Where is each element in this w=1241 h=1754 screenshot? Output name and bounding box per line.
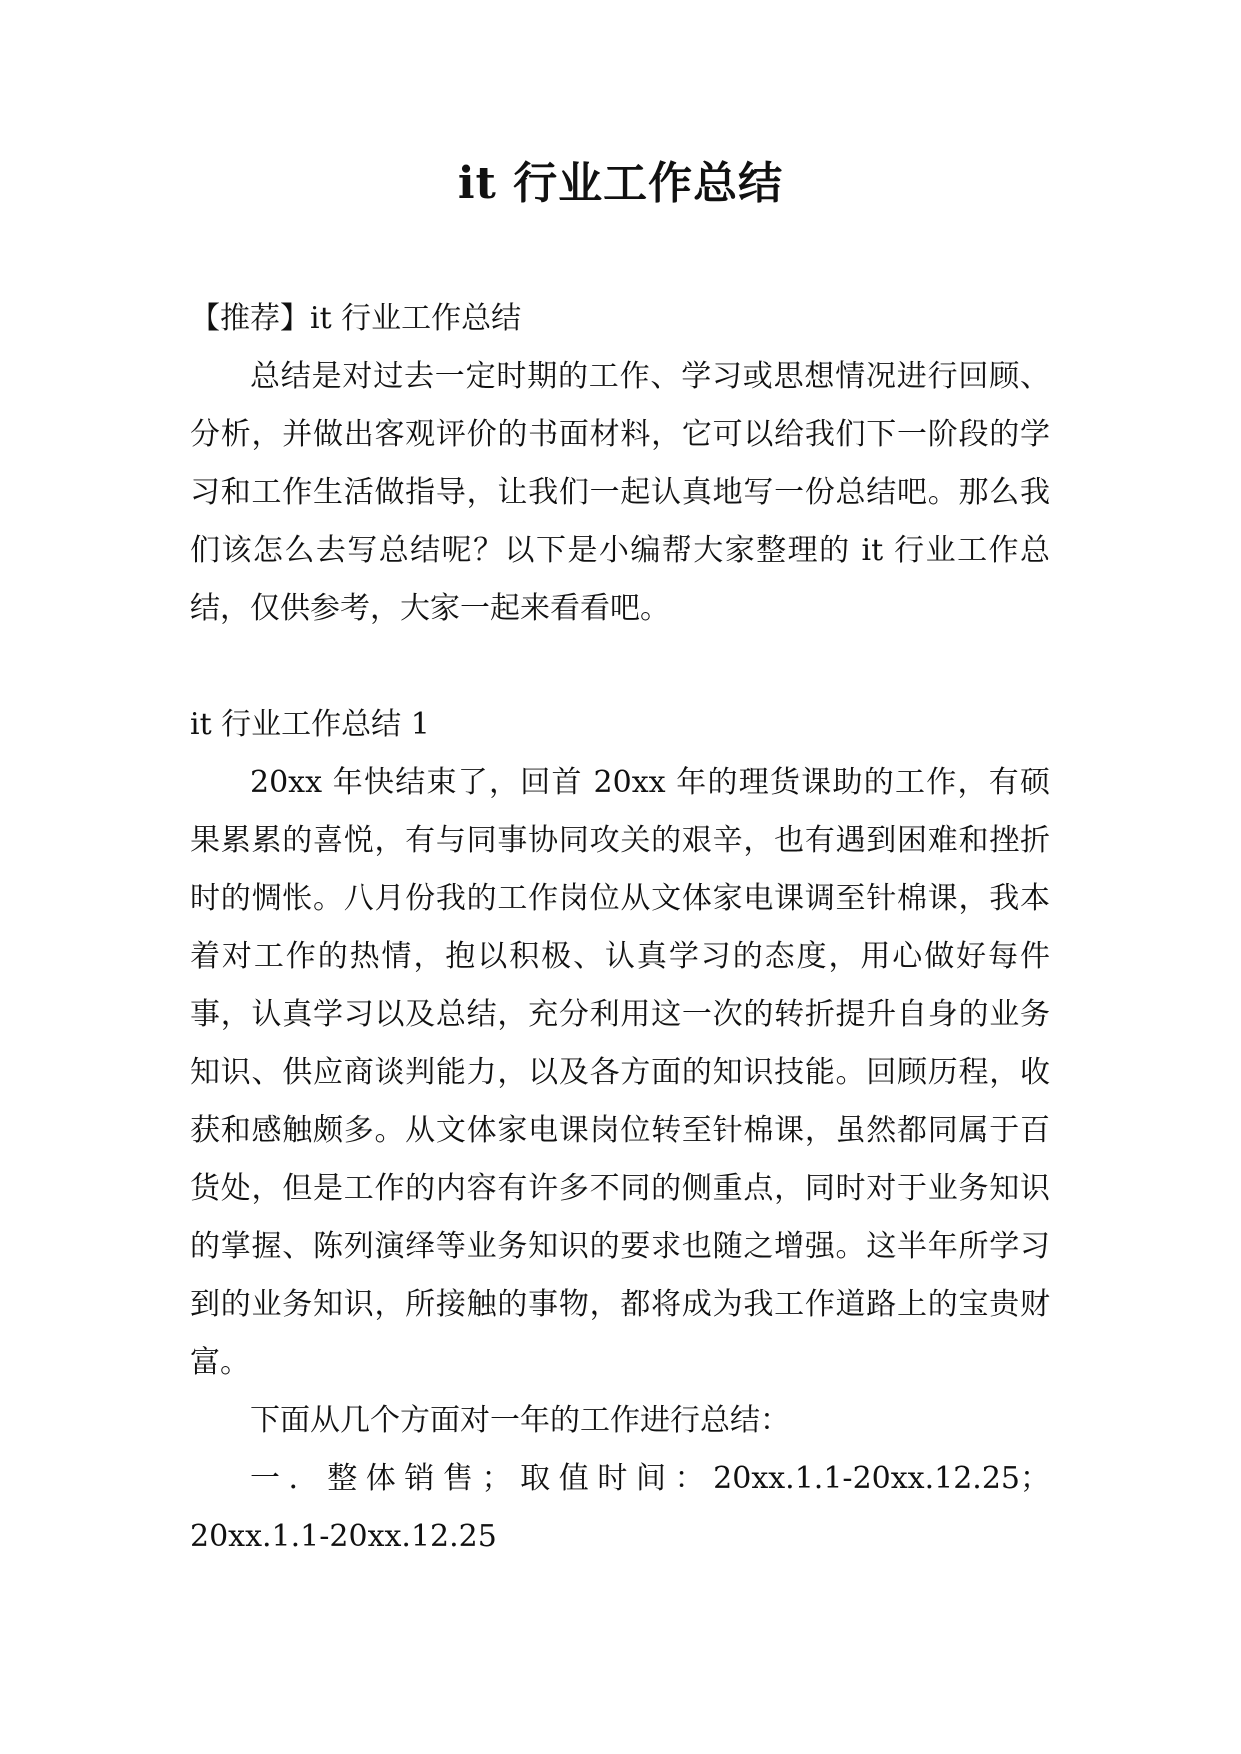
document-title: it 行业工作总结 bbox=[457, 158, 784, 209]
document-body bbox=[190, 290, 1050, 1566]
recommend-line: 【推荐】it 行业工作总结 bbox=[190, 301, 522, 336]
section-heading: it 行业工作总结 1 bbox=[190, 707, 430, 742]
section-list-item: 一．整体销售；取值时间：20xx.1.1-20xx.12.25；20xx.1.1-20xx.12.25 bbox=[190, 1461, 1050, 1554]
paragraph-spacer bbox=[190, 638, 1050, 696]
section-paragraph: 下面从几个方面对一年的工作进行总结： bbox=[250, 1403, 790, 1438]
intro-paragraph: 总结是对过去一定时期的工作、学习或思想情况进行回顾、分析，并做出客观评价的书面材料，它可以给我们下一阶段的学习和工作生活做指导，让我们一起认真地写一份总结吧。那么我们该怎么去写总结呢？以下是小编帮大家整理的 it 行业工作总结，仅供参考，大家一起来看看吧。 bbox=[190, 359, 1050, 626]
section-paragraph: 20xx 年快结束了，回首 20xx 年的理货课助的工作，有硕果累累的喜悦，有与同事协同攻关的艰辛，也有遇到困难和挫折时的惆怅。八月份我的工作岗位从文体家电课调至针棉课，我本着对工作的热情，抱以积极、认真学习的态度，用心做好每件事，认真学习以及总结，充分利用这一次的转折提升自身的业务知识、供应商谈判能力，以及各方面的知识技能。回顾历程，收获和感触颇多。从文体家电课岗位转至针棉课，虽然都同属于百货处，但是工作的内容有许多不同的侧重点，同时对于业务知识的掌握、陈列演绎等业务知识的要求也随之增强。这半年所学习到的业务知识，所接触的事物，都将成为我工作道路上的宝贵财富。 bbox=[190, 765, 1050, 1380]
